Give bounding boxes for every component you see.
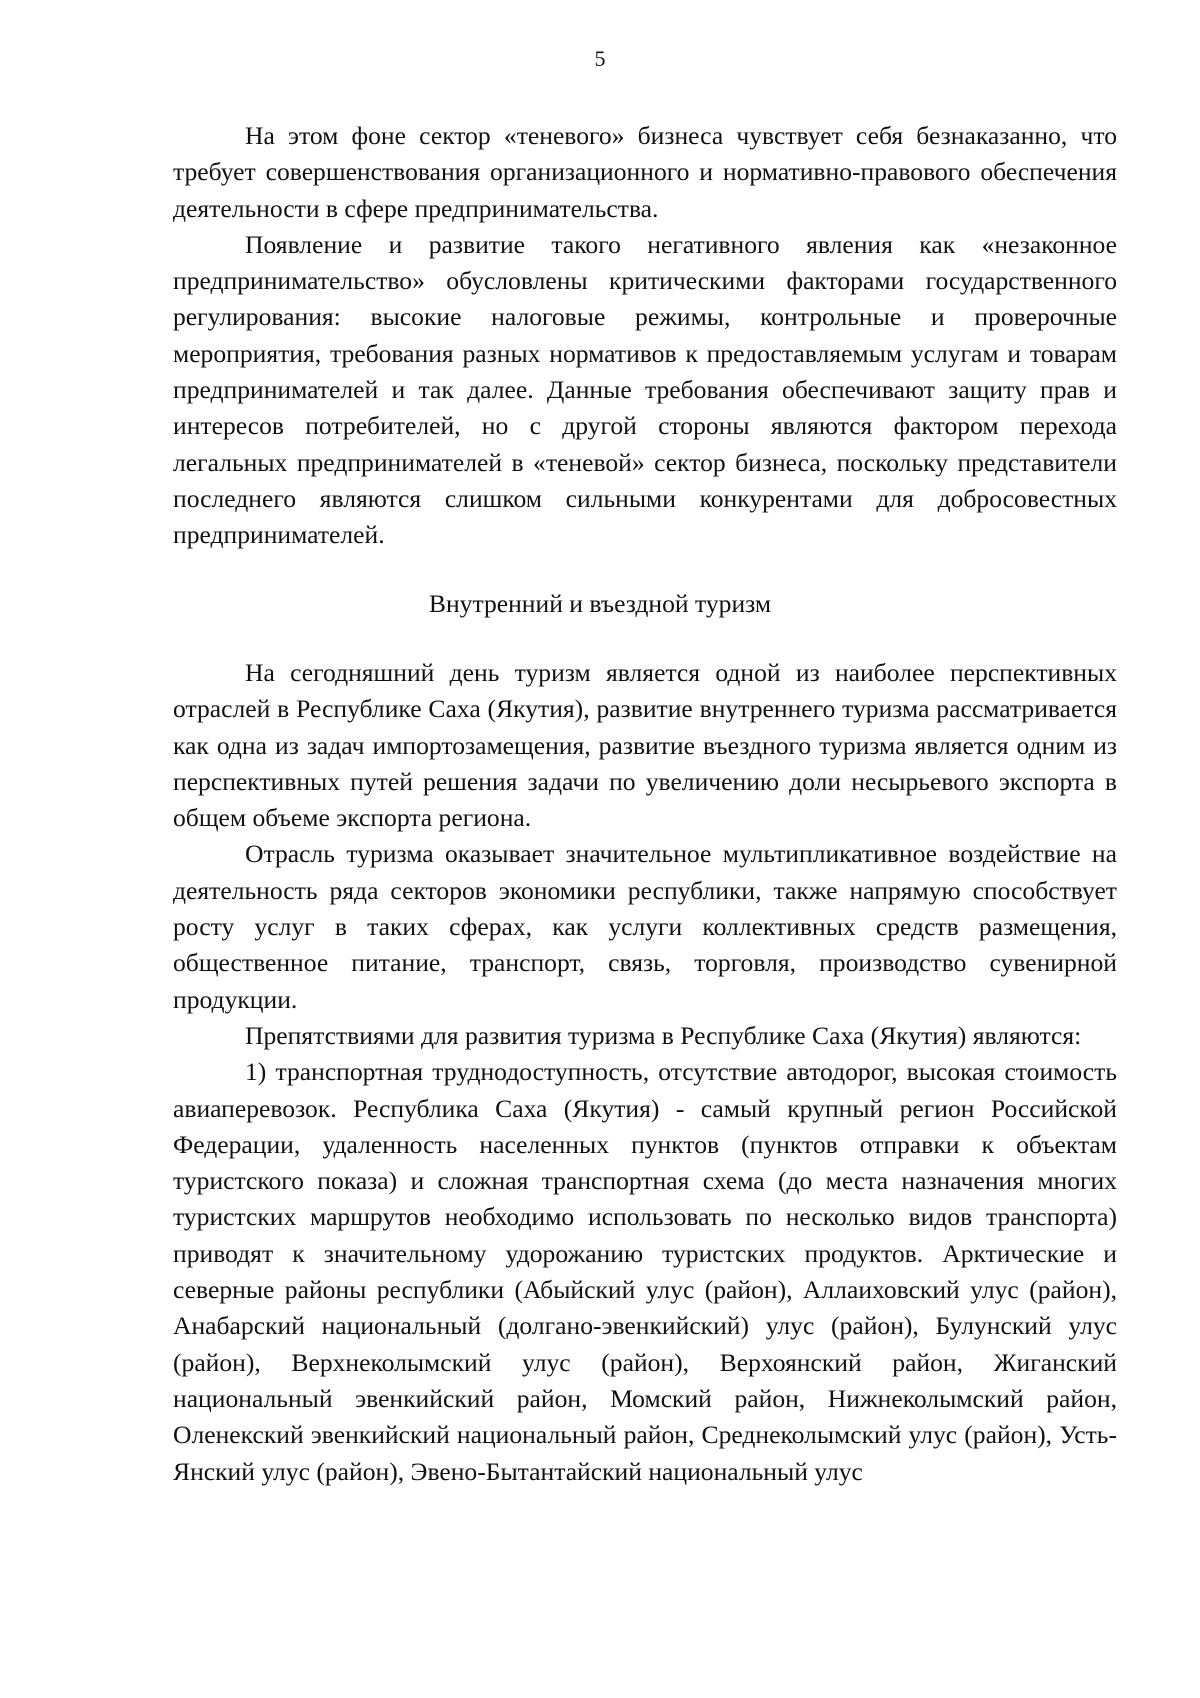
text-section-tourism bbox=[173, 655, 1117, 1490]
paragraph-obstacles-intro: Препятствиями для развития туризма в Республике Саха (Якутия) являются: bbox=[245, 1020, 1082, 1050]
paragraph-shadow-sector: На этом фоне сектор «теневого» бизнеса чувствует себя безнаказанно, что требует совершенствования организационного и нормативно-правового обеспечения деятельности в сфере предпринимательства. bbox=[173, 121, 1117, 223]
page-number: 5 bbox=[594, 46, 606, 71]
text-section-shadow-business bbox=[173, 118, 1117, 554]
section-heading: Внутренний и въездной туризм bbox=[428, 589, 772, 618]
paragraph-tourism-today: На сегодняшний день туризм является одной из наиболее перспективных отраслей в Республике Саха (Якутия), развитие внутреннего туризма рассматривается как одна из задач импортозамещения, развитие въездного туризма является одним из перспективных путей решения задачи по увеличению доли несырьевого экспорта в общем объеме экспорта региона. bbox=[173, 658, 1117, 833]
paragraph-illegal-entrepreneurship: Появление и развитие такого негативного явления как «незаконное предпринимательство» обусловлены критическими факторами государственного регулирования: высокие налоговые режимы, контрольные и проверочные мероприятия, требования разных нормативов к предоставляемым услугам и товарам предпринимателей и так далее. Данные требования обеспечивают защиту прав и интересов потребителей, но с другой стороны являются фактором перехода легальных предпринимателей в «теневой» сектор бизнеса, поскольку представители последнего являются слишком сильными конкурентами для добросовестных предпринимателей. bbox=[173, 229, 1117, 550]
paragraph-tourism-industry: Отрасль туризма оказывает значительное мультипликативное воздействие на деятельность ряда секторов экономики республики, также напрямую способствует росту услуг в таких сферах, как услуги коллективных средств размещения, общественное питание, транспорт, связь, торговля, производство сувенирной продукции. bbox=[173, 839, 1117, 1014]
paragraph-obstacle-transport: 1) транспортная труднодоступность, отсутствие автодорог, высокая стоимость авиаперевозок. Республика Саха (Якутия) - самый крупный регион Российской Федерации, удаленность населенных пунктов (пунктов отправки к объектам туристского показа) и сложная транспортная схема (до места назначения многих туристских маршрутов необходимо использовать по несколько видов транспорта) приводят к значительному удорожанию туристских продуктов. Арктические и северные районы республики (Абыйский улус (район), Аллаиховский улус (район), Анабарский национальный (долгано-эвенкийский) улус (район), Булунский улус (район), Верхнеколымский улус (район), Верхоянский район, Жиганский национальный эвенкийский район, Момский район, Нижнеколымский район, Оленекский эвенкийский национальный район, Среднеколымский улус (район), Усть-Янский улус (район), Эвено-Бытантайский национальный улус bbox=[173, 1057, 1117, 1486]
